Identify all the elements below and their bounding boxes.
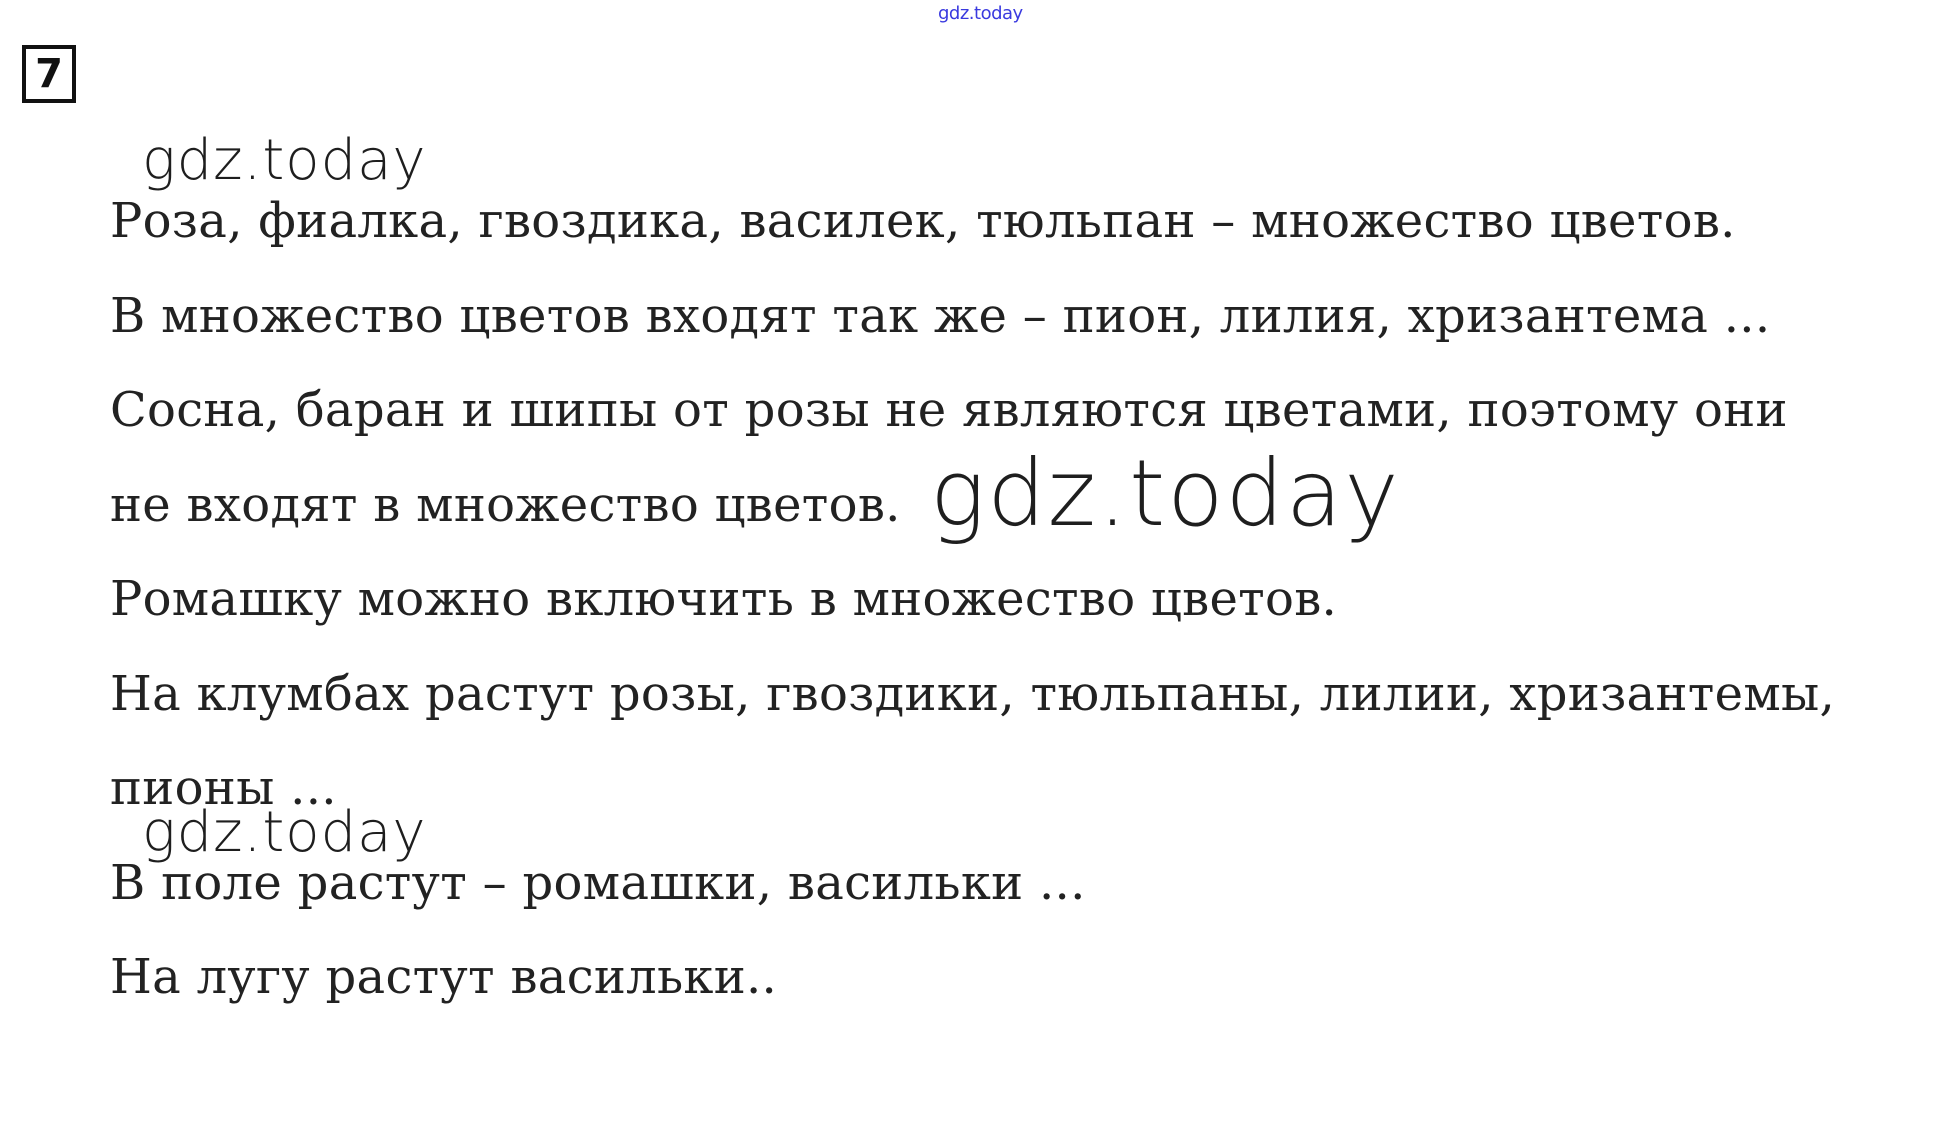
answer-line: Ромашку можно включить в множество цветов.	[110, 571, 1338, 627]
answer-text	[110, 190, 1835, 1041]
answer-line: На клумбах растут розы, гвоздики, тюльпаны, лилии, хризантемы,	[110, 665, 1836, 722]
answer-line: не входят в множество цветов.	[110, 476, 901, 533]
answer-line: пионы ...	[110, 760, 337, 816]
answer-line: В множество цветов входят так же – пион, лилия, хризантема ...	[110, 287, 1771, 344]
answer-line: Роза, фиалка, гвоздика, василек, тюльпан – множество цветов.	[110, 193, 1736, 249]
watermark-gdz-2: gdz.today	[930, 440, 1401, 547]
watermark-gdz-3: gdz.today	[142, 800, 427, 865]
answer-line: Сосна, баран и шипы от розы не являются цветами, поэтому они	[110, 382, 1788, 438]
answer-line: На лугу растут васильки..	[110, 949, 778, 1005]
task-number: 7	[35, 51, 63, 97]
task-number-box	[22, 45, 76, 103]
watermark-gdz-1: gdz.today	[142, 128, 427, 193]
site-watermark-top: gdz.today	[938, 3, 1023, 24]
answer-line: В поле растут – ромашки, васильки ...	[110, 854, 1086, 911]
